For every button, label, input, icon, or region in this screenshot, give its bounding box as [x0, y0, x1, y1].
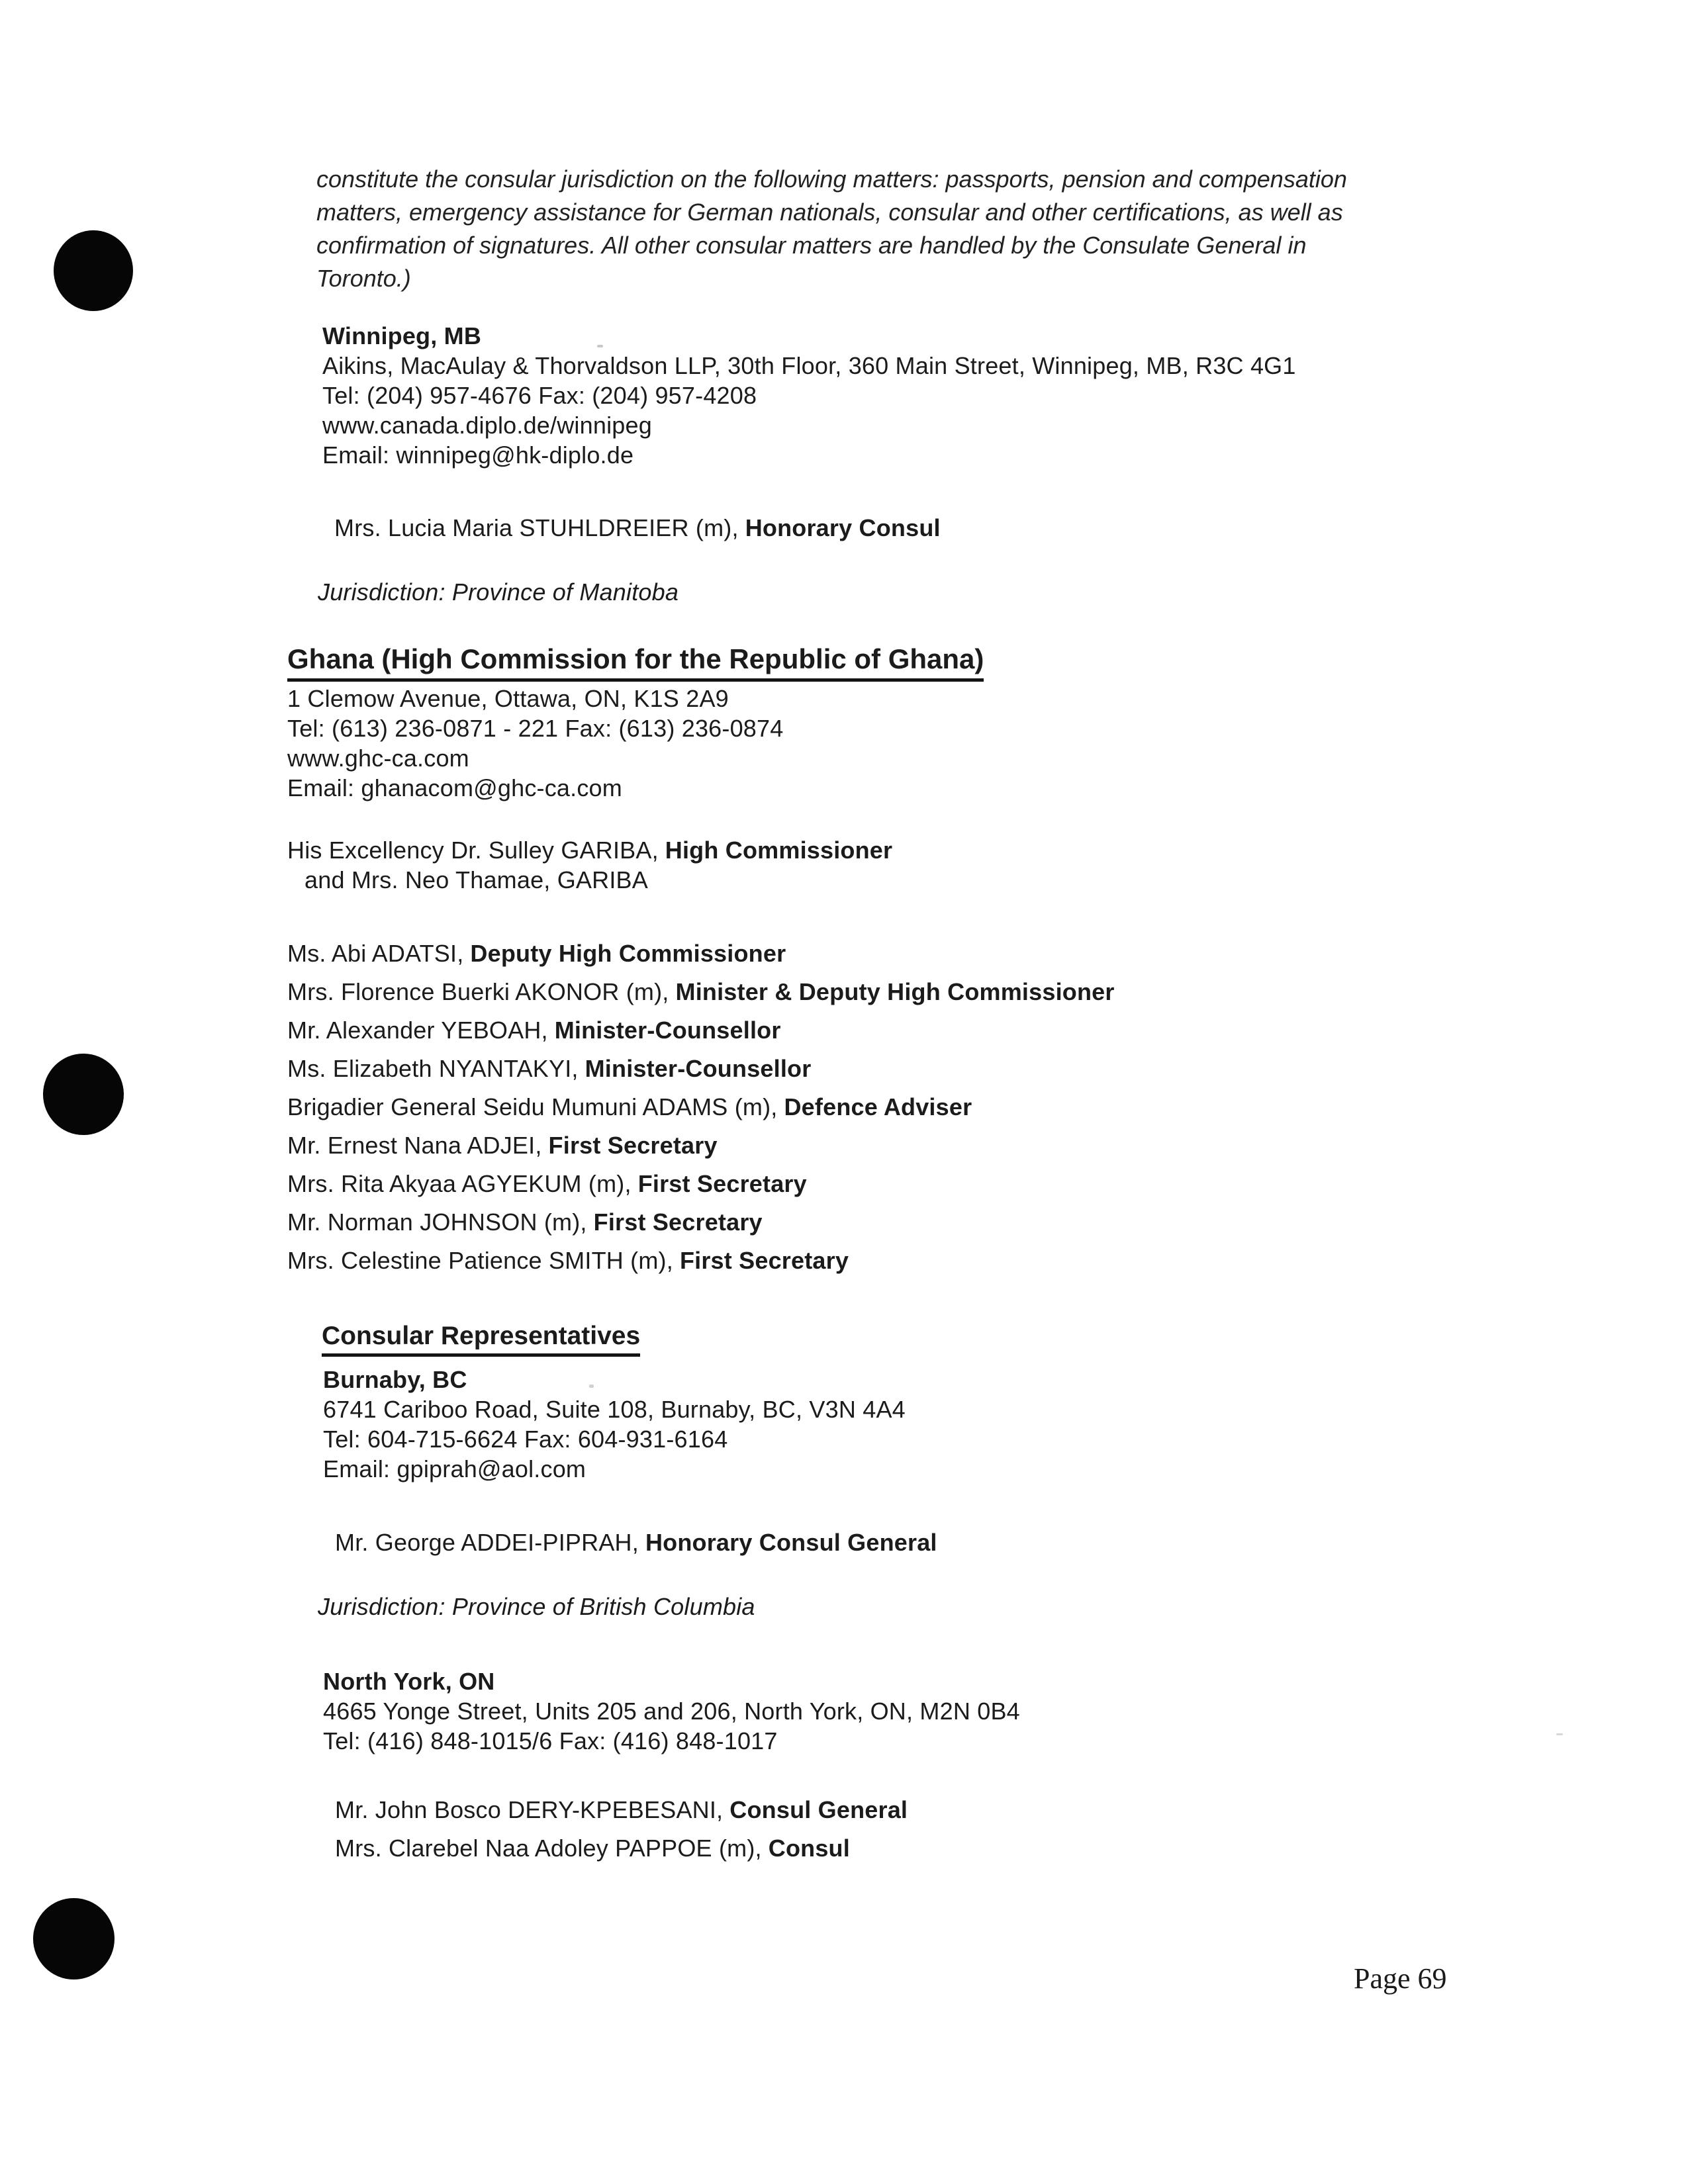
winnipeg-email: Email: winnipeg@hk-diplo.de [322, 441, 634, 469]
officer-name: Mr. Ernest Nana ADJEI, [287, 1132, 542, 1159]
officer-title: First Secretary [637, 1170, 807, 1197]
intro-note-line: constitute the consular jurisdiction on the following matters: passports, pension and compensation [316, 165, 1347, 193]
burnaby-email: Email: gpiprah@aol.com [323, 1455, 586, 1482]
officer-title: First Secretary [548, 1132, 718, 1159]
officer-name: Mrs. Clarebel Naa Adoley PAPPOE (m), [335, 1835, 762, 1862]
burnaby-jurisdiction: Jurisdiction: Province of British Columbia [318, 1593, 755, 1620]
officer-title: Consul General [729, 1796, 908, 1823]
winnipeg-city-label: Winnipeg, MB [322, 322, 482, 349]
officer-name: Mrs. Lucia Maria STUHLDREIER (m), [334, 514, 739, 541]
ghana-section-heading [287, 643, 984, 682]
intro-note-line: Toronto.) [316, 265, 411, 292]
consular-representatives-text: Consular Representatives [322, 1321, 640, 1357]
punch-hole-mark-top [54, 230, 133, 311]
ghana-website: www.ghc-ca.com [287, 745, 469, 772]
burnaby-phone-fax: Tel: 604-715-6624 Fax: 604-931-6164 [323, 1426, 728, 1453]
ghana-head-of-mission [287, 835, 892, 895]
head-of-mission-line [287, 835, 892, 865]
ghana-email: Email: ghanacom@ghc-ca.com [287, 774, 622, 801]
officer-name: Mr. Alexander YEBOAH, [287, 1017, 548, 1044]
officer-title: Minister-Counsellor [554, 1017, 781, 1044]
north-york-phone-fax: Tel: (416) 848-1015/6 Fax: (416) 848-1017 [323, 1727, 778, 1754]
winnipeg-website: www.canada.diplo.de/winnipeg [322, 412, 652, 439]
officer-title: High Commissioner [665, 837, 893, 864]
officer-title: First Secretary [593, 1208, 763, 1236]
officer-row [287, 938, 1115, 968]
officer-row [287, 1054, 1115, 1083]
officer-row [287, 1092, 1115, 1122]
officer-name: Mrs. Florence Buerki AKONOR (m), [287, 978, 669, 1005]
officer-title: Minister & Deputy High Commissioner [675, 978, 1115, 1005]
ghana-phone-fax: Tel: (613) 236-0871 - 221 Fax: (613) 236-0874 [287, 715, 784, 742]
consular-representatives-heading [322, 1321, 640, 1357]
officer-title: Consul [768, 1835, 850, 1862]
winnipeg-officer-line [334, 513, 941, 543]
officer-name: Mr. George ADDEI-PIPRAH, [335, 1529, 639, 1556]
burnaby-office-block [323, 1365, 906, 1484]
north-york-officer-line [335, 1833, 850, 1863]
punch-hole-mark-bottom [33, 1898, 115, 1979]
burnaby-officer-line [335, 1527, 937, 1557]
winnipeg-jurisdiction: Jurisdiction: Province of Manitoba [318, 578, 679, 606]
officer-title: Honorary Consul General [645, 1529, 937, 1556]
officer-row [287, 1169, 1115, 1199]
officer-name: Mrs. Rita Akyaa AGYEKUM (m), [287, 1170, 632, 1197]
intro-note-line: confirmation of signatures. All other consular matters are handled by the Consulate General in [316, 232, 1307, 259]
officer-name: Ms. Elizabeth NYANTAKYI, [287, 1055, 579, 1082]
ghana-officers-list [287, 938, 1115, 1284]
officer-name: Ms. Abi ADATSI, [287, 940, 464, 967]
north-york-city-label: North York, ON [323, 1668, 495, 1695]
ghana-address: 1 Clemow Avenue, Ottawa, ON, K1S 2A9 [287, 685, 729, 712]
north-york-office-block [323, 1666, 1020, 1756]
officer-row [287, 1246, 1115, 1275]
officer-row [287, 1015, 1115, 1045]
ghana-address-block [287, 684, 783, 803]
scan-speck [1556, 1733, 1563, 1735]
officer-name: Mr. Norman JOHNSON (m), [287, 1208, 587, 1236]
ghana-heading-text: Ghana (High Commission for the Republic of Ghana) [287, 643, 984, 682]
officer-title: Minister-Counsellor [585, 1055, 812, 1082]
officer-row [287, 1207, 1115, 1237]
intro-note-line: matters, emergency assistance for German nationals, consular and other certifications, as well as [316, 199, 1343, 226]
officer-title: Honorary Consul [745, 514, 941, 541]
north-york-officer-line [335, 1795, 908, 1825]
officer-title: First Secretary [679, 1247, 849, 1274]
officer-row [287, 977, 1115, 1007]
winnipeg-phone-fax: Tel: (204) 957-4676 Fax: (204) 957-4208 [322, 382, 757, 409]
officer-name: Brigadier General Seidu Mumuni ADAMS (m), [287, 1093, 778, 1120]
winnipeg-office-block [322, 321, 1296, 470]
intro-note [316, 163, 1442, 295]
punch-hole-mark-middle [43, 1054, 124, 1135]
burnaby-city-label: Burnaby, BC [323, 1366, 467, 1393]
burnaby-address: 6741 Cariboo Road, Suite 108, Burnaby, BC, V3N 4A4 [323, 1396, 906, 1423]
officer-name: Mrs. Celestine Patience SMITH (m), [287, 1247, 673, 1274]
head-of-mission-spouse: and Mrs. Neo Thamae, GARIBA [305, 866, 648, 893]
officer-row [287, 1130, 1115, 1160]
officer-name: His Excellency Dr. Sulley GARIBA, [287, 837, 659, 864]
winnipeg-address: Aikins, MacAulay & Thorvaldson LLP, 30th Floor, 360 Main Street, Winnipeg, MB, R3C 4G1 [322, 352, 1296, 379]
officer-title: Defence Adviser [784, 1093, 972, 1120]
page-number: Page 69 [1354, 1962, 1447, 1995]
officer-title: Deputy High Commissioner [470, 940, 786, 967]
officer-name: Mr. John Bosco DERY-KPEBESANI, [335, 1796, 724, 1823]
north-york-address: 4665 Yonge Street, Units 205 and 206, North York, ON, M2N 0B4 [323, 1698, 1020, 1725]
